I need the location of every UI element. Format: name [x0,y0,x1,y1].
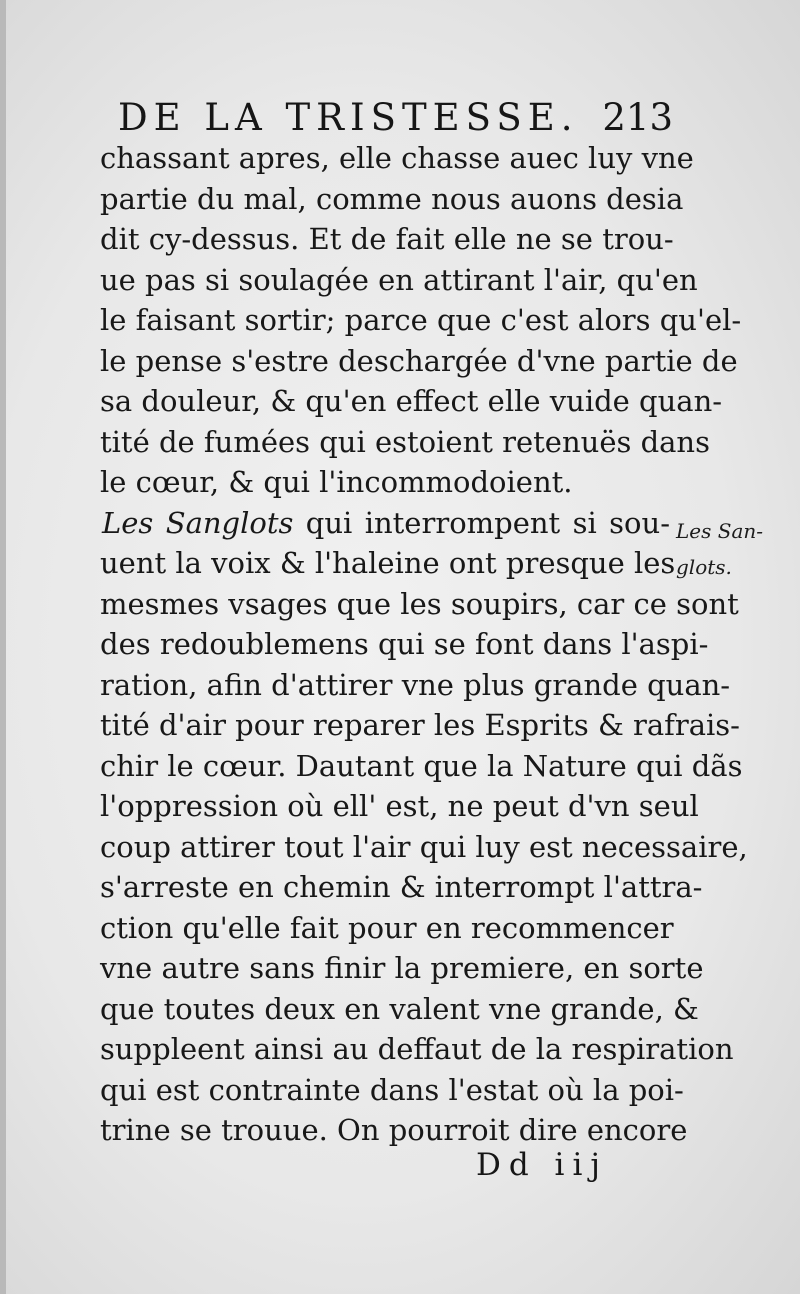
text-line: chir le cœur. Dautant que la Nature qui dãs [100,748,743,783]
margin-note [676,513,786,585]
text-line: le faisant sortir; parce que c'est alors qu'el- [100,303,742,337]
text-line: ue pas si soulagée en attirant l'air, qu'en [100,262,698,297]
text-line: qui est contrainte dans l'estat où la poi- [100,1072,684,1107]
signature-mark: Dd iij [476,1147,608,1183]
margin-note-line: Les San- [676,519,764,543]
text-line: uent la voix & l'haleine ont presque les [100,546,676,580]
running-title: DE LA TRISTESSE. [118,96,579,139]
text-line: tité de fumées qui estoient retenuës dans [100,424,710,459]
page-number: 213 [602,96,673,139]
text-line: trine se trouue. On pourroit dire encore [100,1113,688,1147]
text-line: dit cy-dessus. Et de fait elle ne se trou- [100,222,674,256]
margin-note-line: glots. [676,555,732,579]
text-line: vne autre sans finir la premiere, en sorte [100,951,704,985]
text-line: le cœur, & qui l'incommodoient. [100,465,573,499]
text-line-rest: qui interrompent si sou- [305,505,670,540]
text-line: suppleent ainsi au deffaut de la respiration [100,1032,734,1066]
text-line: mesmes vsages que les soupirs, car ce sont [100,586,739,621]
text-line: l'oppression où ell' est, ne peut d'vn seul [100,789,699,823]
text-line: s'arreste en chemin & interrompt l'attra- [100,870,703,904]
page-header [118,92,673,144]
text-line: des redoublemens qui se font dans l'aspi- [100,627,709,661]
text-line: que toutes deux en valent vne grande, & [100,991,699,1026]
text-line: coup attirer tout l'air qui luy est necessaire, [100,829,748,864]
text-line: partie du mal, comme nous auons desia [100,181,684,216]
italic-lead: Les Sanglots [102,505,294,540]
paragraph-start-line [100,503,670,544]
text-line: sa douleur, & qu'en effect elle vuide quan- [100,384,723,418]
text-line: tité d'air pour reparer les Esprits & rafrais- [100,708,740,742]
text-line: le pense s'estre deschargée d'vne partie de [100,343,738,378]
text-line: ction qu'elle fait pour en recommencer [100,910,674,945]
text-line: chassant apres, elle chasse auec luy vne [100,141,694,175]
text-line: ration, afin d'attirer vne plus grande quan- [100,667,731,702]
body-text [100,138,748,1151]
